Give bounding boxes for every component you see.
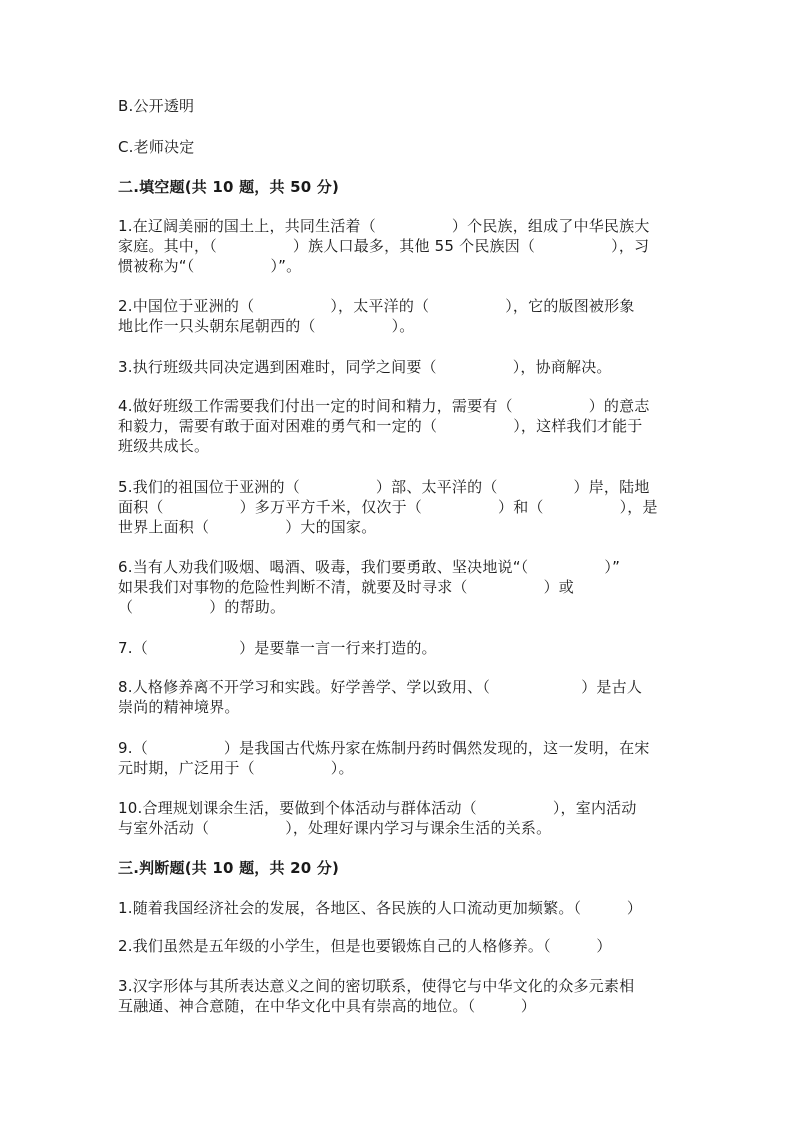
question-line: 元时期，广泛用于（ ）。 [118, 759, 354, 777]
question-line: 如果我们对事物的危险性判断不清，就要及时寻求（ ）或 [118, 578, 575, 596]
option-b: B.公开透明 [118, 97, 195, 115]
question-line: 7.（ ）是要靠一言一行来打造的。 [118, 639, 437, 657]
question-line: 6.当有人劝我们吸烟、喝酒、吸毒，我们要勇敢、坚决地说“（ ）” [118, 558, 621, 576]
option-c: C.老师决定 [118, 138, 195, 156]
question-line: 8.人格修养离不开学习和实践。好学善学、学以致用、（ ）是古人 [118, 678, 643, 696]
question-line: 1.在辽阔美丽的国土上，共同生活着（ ）个民族，组成了中华民族大 [118, 217, 650, 235]
question-line: 惯被称为“（ ）”。 [118, 257, 302, 275]
question-line: 10.合理规划课余生活，要做到个体活动与群体活动（ ），室内活动 [118, 799, 637, 817]
question-line: 1.随着我国经济社会的发展，各地区、各民族的人口流动更加频繁。（ ） [118, 899, 643, 917]
question-line: 9.（ ）是我国古代炼丹家在炼制丹药时偶然发现的，这一发明，在宋 [118, 739, 650, 757]
section-heading-true-false: 三.判断题(共 10 题，共 20 分) [118, 859, 340, 877]
question-line: 3.执行班级共同决定遇到困难时，同学之间要（ ），协商解决。 [118, 358, 612, 376]
question-line: 4.做好班级工作需要我们付出一定的时间和精力，需要有（ ）的意志 [118, 397, 650, 415]
section-heading-fill-blank: 二.填空题(共 10 题，共 50 分) [118, 178, 340, 196]
question-line: 5.我们的祖国位于亚洲的（ ）部、太平洋的（ ）岸，陆地 [118, 478, 650, 496]
question-line: 2.我们虽然是五年级的小学生，但是也要锻炼自己的人格修养。（ ） [118, 937, 612, 955]
question-line: 地比作一只头朝东尾朝西的（ ）。 [118, 317, 415, 335]
question-line: 3.汉字形体与其所表达意义之间的密切联系，使得它与中华文化的众多元素相 [118, 977, 635, 995]
question-line: 和毅力，需要有敢于面对困难的勇气和一定的（ ），这样我们才能于 [118, 417, 643, 435]
question-line: 崇尚的精神境界。 [118, 698, 240, 716]
question-line: 世界上面积（ ）大的国家。 [118, 518, 377, 536]
question-line: 面积（ ）多万平方千米，仅次于（ ）和（ ），是 [118, 498, 658, 516]
question-line: 互融通、神合意随，在中华文化中具有崇高的地位。（ ） [118, 997, 537, 1015]
question-line: 2.中国位于亚洲的（ ），太平洋的（ ），它的版图被形象 [118, 297, 635, 315]
question-line: （ ）的帮助。 [118, 598, 286, 616]
question-line: 与室外活动（ ），处理好课内学习与课余生活的关系。 [118, 819, 552, 837]
question-line: 家庭。其中，（ ）族人口最多，其他 55 个民族因（ ），习 [118, 237, 650, 255]
question-line: 班级共成长。 [118, 437, 210, 455]
